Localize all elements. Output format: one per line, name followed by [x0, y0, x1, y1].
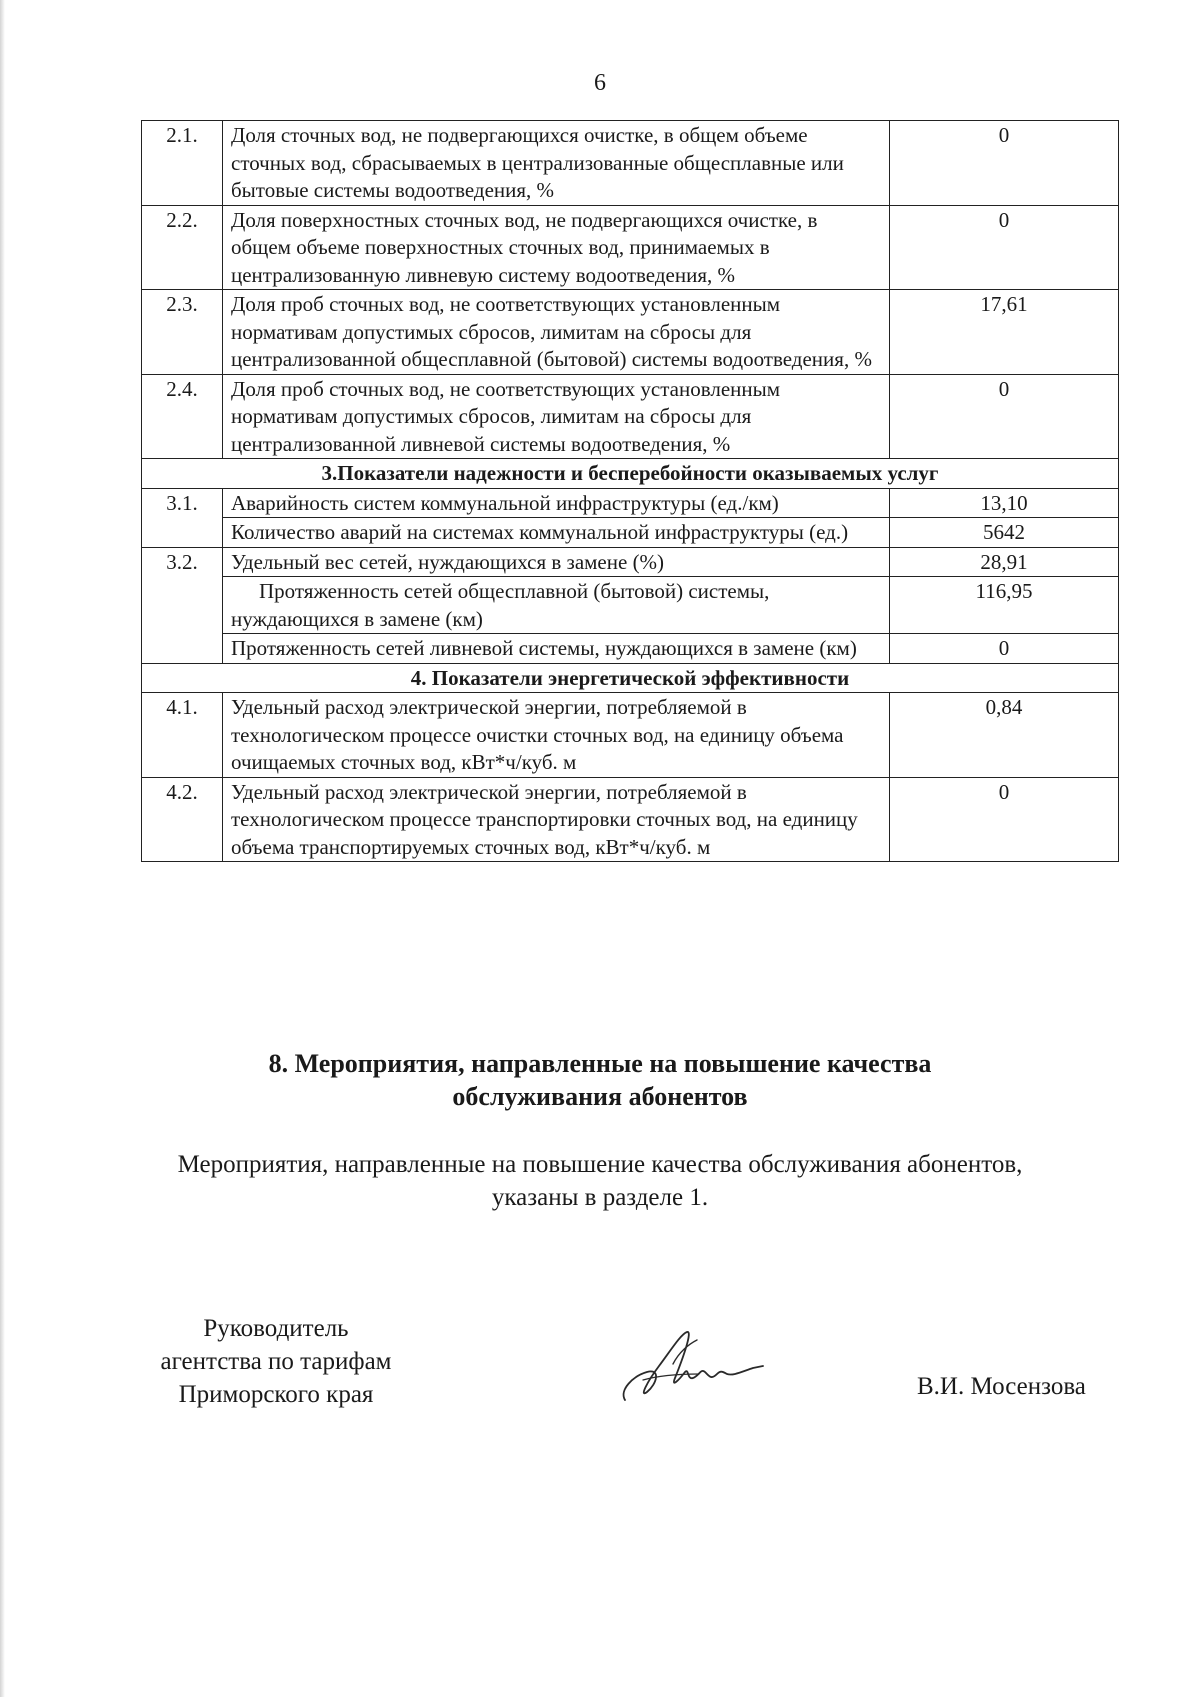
row-number: 4.2.: [142, 777, 223, 862]
table-row: [142, 290, 1119, 375]
table-row: [142, 121, 1119, 206]
indicator-description: Протяженность сетей ливневой системы, нуждающихся в замене (км): [223, 634, 890, 664]
indicator-value: 116,95: [890, 577, 1119, 634]
signer-title: [136, 1312, 416, 1411]
indicator-description: Удельный расход электрической энергии, потребляемой в технологическом процессе транспортировки сточных вод, на единицу объема транспортируемых сточных вод, кВт*ч/куб. м: [223, 777, 890, 862]
indicator-value: 5642: [890, 518, 1119, 548]
section-header-energy: 4. Показатели энергетической эффективности: [142, 663, 1119, 693]
indicator-description: Доля сточных вод, не подвергающихся очистке, в общем объеме сточных вод, сбрасываемых в централизованные общесплавные или бытовые системы водоотведения, %: [223, 121, 890, 206]
row-number: 3.1.: [142, 488, 223, 547]
indicators-table: [141, 120, 1119, 862]
table-row: [142, 777, 1119, 862]
signer-title-line: агентства по тарифам: [160, 1348, 392, 1375]
page-number: 6: [594, 70, 606, 96]
paragraph-line: указаны в разделе 1.: [491, 1184, 709, 1211]
indicator-description: Удельный вес сетей, нуждающихся в замене (%): [223, 547, 890, 577]
indicator-value: 0: [890, 634, 1119, 664]
table-row: [142, 693, 1119, 778]
row-number: 4.1.: [142, 693, 223, 778]
signer-name: В.И. Мосензова: [917, 1373, 1086, 1400]
paragraph-line: Мероприятия, направленные на повышение качества обслуживания абонентов,: [177, 1151, 1023, 1178]
indicator-value: 0,84: [890, 693, 1119, 778]
section-header-row: [142, 459, 1119, 489]
indicator-value: 0: [890, 777, 1119, 862]
scan-edge: [0, 0, 5, 1697]
indicator-description: Доля проб сточных вод, не соответствующих установленным нормативам допустимых сбросов, лимитам на сбросы для централизованной общесплавной (бытовой) системы водоотведения, %: [223, 290, 890, 375]
indicator-description: Количество аварий на системах коммунальной инфраструктуры (ед.): [223, 518, 890, 548]
row-number: 2.3.: [142, 290, 223, 375]
section-8-text: [0, 1148, 1200, 1214]
signer-title-line: Руководитель: [203, 1315, 349, 1342]
indicator-description: Доля поверхностных сточных вод, не подвергающихся очистке, в общем объеме поверхностных сточных вод, принимаемых в централизованную ливневую систему водоотведения, %: [223, 205, 890, 290]
table-row: [142, 547, 1119, 577]
section-header-row: [142, 663, 1119, 693]
table-row: [142, 374, 1119, 459]
table-row: [142, 577, 1119, 634]
table-row: [142, 205, 1119, 290]
table-row: [142, 634, 1119, 664]
section-header-reliability: 3.Показатели надежности и бесперебойности оказываемых услуг: [142, 459, 1119, 489]
handwritten-signature: [617, 1328, 767, 1410]
row-number: 2.4.: [142, 374, 223, 459]
heading-line: 8. Мероприятия, направленные на повышение качества: [268, 1049, 932, 1078]
section-8-heading: [0, 1047, 1200, 1113]
indicator-value: 28,91: [890, 547, 1119, 577]
row-number: 3.2.: [142, 547, 223, 663]
indicator-description: Доля проб сточных вод, не соответствующих установленным нормативам допустимых сбросов, лимитам на сбросы для централизованной ливневой системы водоотведения, %: [223, 374, 890, 459]
table-row: [142, 518, 1119, 548]
indicator-value: 0: [890, 205, 1119, 290]
indicator-value: 0: [890, 374, 1119, 459]
row-number: 2.1.: [142, 121, 223, 206]
signer-title-line: Приморского края: [178, 1381, 374, 1408]
indicator-description: Удельный расход электрической энергии, потребляемой в технологическом процессе очистки сточных вод, на единицу объема очищаемых сточных вод, кВт*ч/куб. м: [223, 693, 890, 778]
indicator-value: 17,61: [890, 290, 1119, 375]
row-number: 2.2.: [142, 205, 223, 290]
indicator-description: Протяженность сетей общесплавной (бытовой) системы, нуждающихся в замене (км): [223, 577, 890, 634]
heading-line: обслуживания абонентов: [452, 1082, 748, 1111]
indicator-description: Аварийность систем коммунальной инфраструктуры (ед./км): [223, 488, 890, 518]
indicator-value: 13,10: [890, 488, 1119, 518]
table-row: [142, 488, 1119, 518]
indicator-value: 0: [890, 121, 1119, 206]
